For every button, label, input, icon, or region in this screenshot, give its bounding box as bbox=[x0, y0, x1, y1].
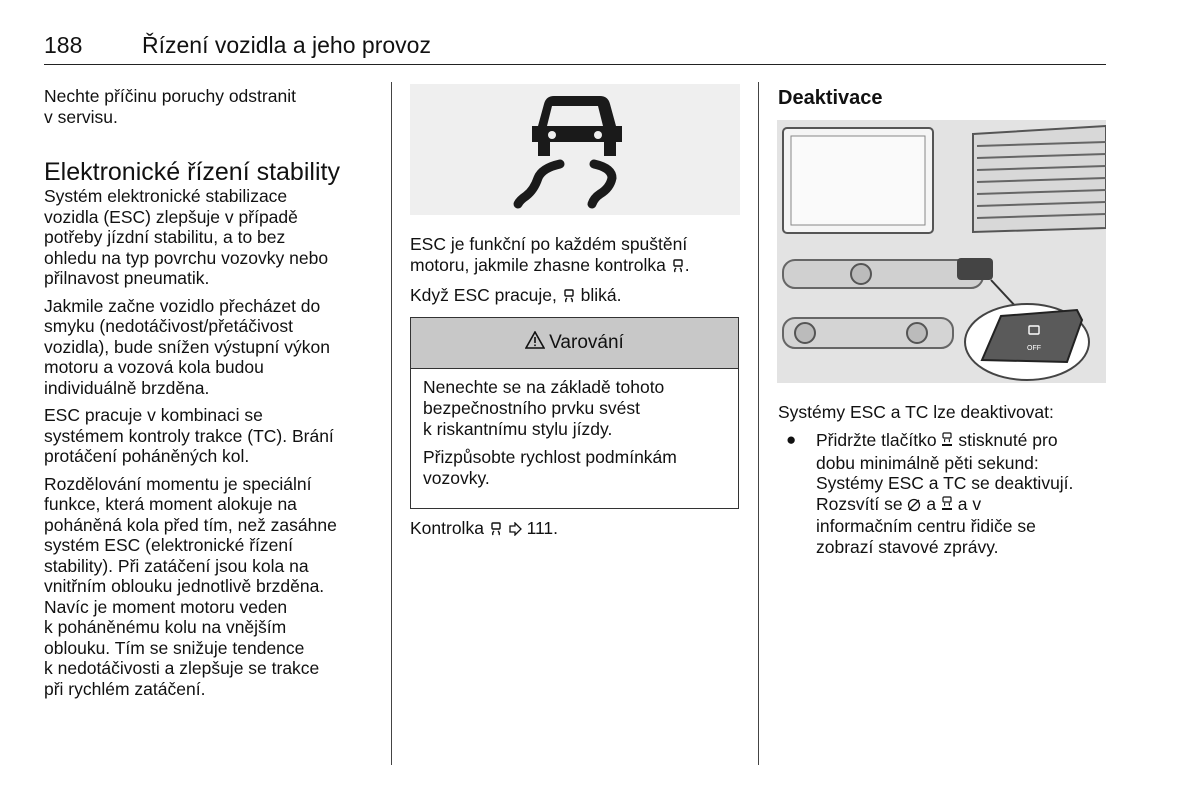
warning-body bbox=[411, 369, 738, 489]
column-3-heading-area bbox=[778, 86, 1108, 110]
header-rule bbox=[44, 64, 1106, 65]
bullet-text: zobrazí stavové zprávy. bbox=[816, 536, 999, 557]
paragraph: ESC je funkční po každém spuštění bbox=[410, 234, 688, 254]
warning-triangle-icon bbox=[525, 331, 545, 355]
esc-off-button-icon bbox=[941, 432, 953, 453]
page-number: 188 bbox=[44, 32, 83, 58]
esc-warning-symbol-figure bbox=[410, 84, 740, 215]
intro-paragraph: Nechte příčinu poruchy odstranit v servisu. bbox=[44, 86, 296, 127]
subsection-heading: Deaktivace bbox=[778, 87, 883, 109]
tc-off-indicator-icon bbox=[907, 496, 921, 517]
column-3 bbox=[778, 402, 1108, 429]
paragraph-end: bliká. bbox=[580, 285, 622, 305]
warning-header bbox=[411, 318, 738, 369]
warning-box bbox=[410, 317, 739, 509]
reference-label: Kontrolka bbox=[410, 518, 484, 538]
esc-skid-car-icon bbox=[410, 84, 740, 215]
paragraph-line: motoru, jakmile zhasne kontrolka bbox=[410, 254, 666, 275]
page-reference-arrow-icon bbox=[508, 520, 522, 541]
punctuation: . bbox=[684, 254, 690, 275]
bullet-text: a v bbox=[957, 493, 982, 514]
esc-indicator-icon bbox=[671, 257, 685, 278]
dashboard-button-illustration bbox=[777, 120, 1106, 383]
bullet-marker: ● bbox=[786, 430, 797, 449]
column-divider-1 bbox=[391, 82, 392, 765]
esc-off-indicator-icon bbox=[941, 496, 953, 517]
paragraph: Když ESC pracuje, bbox=[410, 285, 557, 305]
bullet-text: Systémy ESC a TC se deaktivují. bbox=[816, 473, 1074, 493]
warning-paragraph: Přizpůsobte rychlost podmínkám vozovky. bbox=[423, 447, 677, 488]
reference-line bbox=[410, 518, 750, 541]
warning-title: Varování bbox=[549, 332, 624, 353]
bullet-text: Přidržte tlačítko bbox=[816, 430, 937, 450]
paragraph: Jakmile začne vozidlo přecházet do smyku (nedotáčivost/přetáčivost vozidla), bude snížen výstupní výkon motoru a vozová kola budou individuálně brzděna. bbox=[44, 295, 330, 398]
paragraph: Rozdělování momentu je speciální funkce, která moment alokuje na poháněná kola před tím, než zasáhne systém ESC (elektronické řízení stability). Při zatáčení jsou kola na vnitřním oblouku jednotlivě brzděna. Navíc je moment motoru veden k poháněnému kolu na vnějším oblouku. Tím se snižuje tendence k nedotáčivosti a zlepšuje se trakce při rychlém zatáčení. bbox=[44, 473, 337, 699]
bullet-text: a bbox=[926, 493, 937, 514]
bullet-text: dobu minimálně pěti sekund: bbox=[816, 452, 1039, 473]
chapter-title: Řízení vozidla a jeho provoz bbox=[142, 32, 431, 58]
esc-indicator-icon bbox=[489, 520, 503, 541]
esc-indicator-icon bbox=[562, 287, 576, 308]
column-divider-2 bbox=[758, 82, 759, 765]
bullet-text: informačním centru řidiče se bbox=[816, 516, 1036, 536]
column-2 bbox=[410, 234, 750, 315]
bullet-text: Rozsvítí se bbox=[816, 493, 903, 514]
section-heading: Elektronické řízení stability bbox=[44, 158, 340, 186]
column-1 bbox=[44, 86, 384, 706]
paragraph: ESC pracuje v kombinaci se systémem kontroly trakce (TC). Brání protáčení poháněných kol. bbox=[44, 405, 334, 466]
paragraph: Systém elektronické stabilizace vozidla (ESC) zlepšuje v případě potřeby jízdní stabilitu, a to bez ohledu na typ povrchu vozovky nebo přilnavost pneumatik. bbox=[44, 186, 329, 288]
dashboard-illustration bbox=[777, 120, 1106, 383]
bullet-text: stisknuté pro bbox=[958, 430, 1058, 450]
warning-paragraph: Nenechte se na základě tohoto bezpečnostního prvku svést k riskantnímu stylu jízdy. bbox=[423, 377, 665, 439]
off-label: OFF bbox=[1027, 345, 1041, 352]
bullet-item bbox=[816, 430, 1116, 557]
page-header bbox=[44, 32, 1106, 64]
reference-page: 111. bbox=[526, 518, 559, 538]
paragraph: Systémy ESC a TC lze deaktivovat: bbox=[778, 402, 1054, 422]
